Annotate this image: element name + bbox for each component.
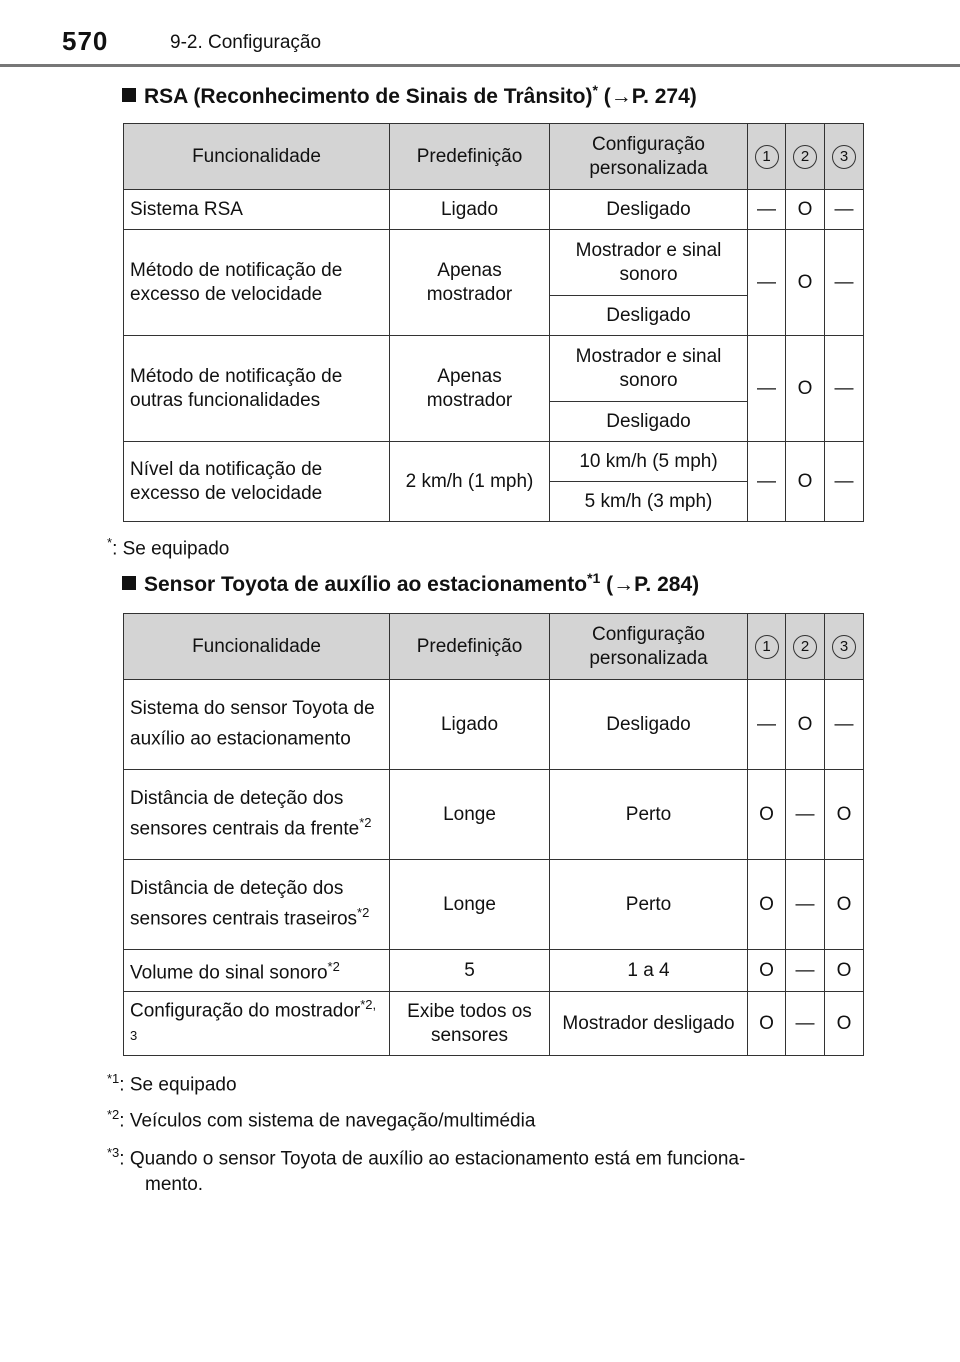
footnote-2: $^{*2}$: Veículos com sistema de navegação/multimédia — [107, 1107, 536, 1132]
square-bullet-icon — [122, 88, 136, 102]
footnote-3: $^{*3}$: Quando o sensor Toyota de auxílio ao estacionamento está em funciona- mento. — [107, 1145, 746, 1196]
table-row: Método de notificação de excesso de velocidade Apenas mostrador Mostrador e sinal sonoro — O — — [124, 230, 864, 296]
table-row: Método de notificação de outras funcionalidades Apenas mostrador Mostrador e sinal sonoro — O — — [124, 336, 864, 402]
header-funcionalidade: Funcionalidade — [124, 124, 390, 190]
table-row: 5 km/h (3 mph) — [124, 482, 864, 522]
circled-2-icon: 2 — [793, 145, 817, 169]
rsa-settings-table — [123, 123, 864, 522]
section-title-rsa: RSA (Reconhecimento de Sinais de Trânsito)* (→P. 274) — [122, 82, 697, 109]
header-predefinicao: Predefinição — [390, 614, 550, 680]
table-row: Desligado — [124, 402, 864, 442]
header-configuracao: Configuração personalizada — [550, 614, 748, 680]
header-rule — [0, 64, 960, 67]
table-row: Distância de deteção dos sensores centrais da frente$^{*2}$ Longe Perto O — O — [124, 770, 864, 860]
header-configuracao: Configuração personalizada — [550, 124, 748, 190]
table-row: Sistema do sensor Toyota de auxílio ao estacionamento Ligado Desligado — O — — [124, 680, 864, 770]
table-row: Volume do sinal sonoro$^{*2}$ 5 1 a 4 O — O — [124, 950, 864, 992]
table-row: Desligado — [124, 296, 864, 336]
parking-sensor-settings-table — [123, 613, 864, 1056]
footnote-rsa: *: Se equipado — [107, 535, 230, 560]
circled-1-icon: 1 — [755, 145, 779, 169]
chapter-title: 9-2. Configuração — [170, 32, 322, 53]
footnote-1: $^{*1}$: Se equipado — [107, 1071, 237, 1096]
square-bullet-icon — [122, 576, 136, 590]
circled-1-icon: 1 — [755, 635, 779, 659]
table-row: Distância de deteção dos sensores centrais traseiros$^{*2}$ Longe Perto O — O — [124, 860, 864, 950]
circled-3-icon: 3 — [832, 145, 856, 169]
table-header-row — [124, 614, 864, 680]
header-funcionalidade: Funcionalidade — [124, 614, 390, 680]
table-row: Nível da notificação de excesso de velocidade 2 km/h (1 mph) 10 km/h (5 mph) — O — — [124, 442, 864, 482]
page-number: 570 — [62, 26, 109, 56]
table-row: Configuração do mostrador$^{*2, 3}$ Exibe todos os sensores Mostrador desligado O — O — [124, 992, 864, 1056]
section-title-parking-sensor: Sensor Toyota de auxílio ao estacionamento$^{*1}$ (→P. 284) — [122, 570, 699, 597]
table-header-row — [124, 124, 864, 190]
header-predefinicao: Predefinição — [390, 124, 550, 190]
circled-2-icon: 2 — [793, 635, 817, 659]
page-header — [0, 0, 960, 70]
circled-3-icon: 3 — [832, 635, 856, 659]
table-row: Sistema RSA Ligado Desligado — O — — [124, 190, 864, 230]
